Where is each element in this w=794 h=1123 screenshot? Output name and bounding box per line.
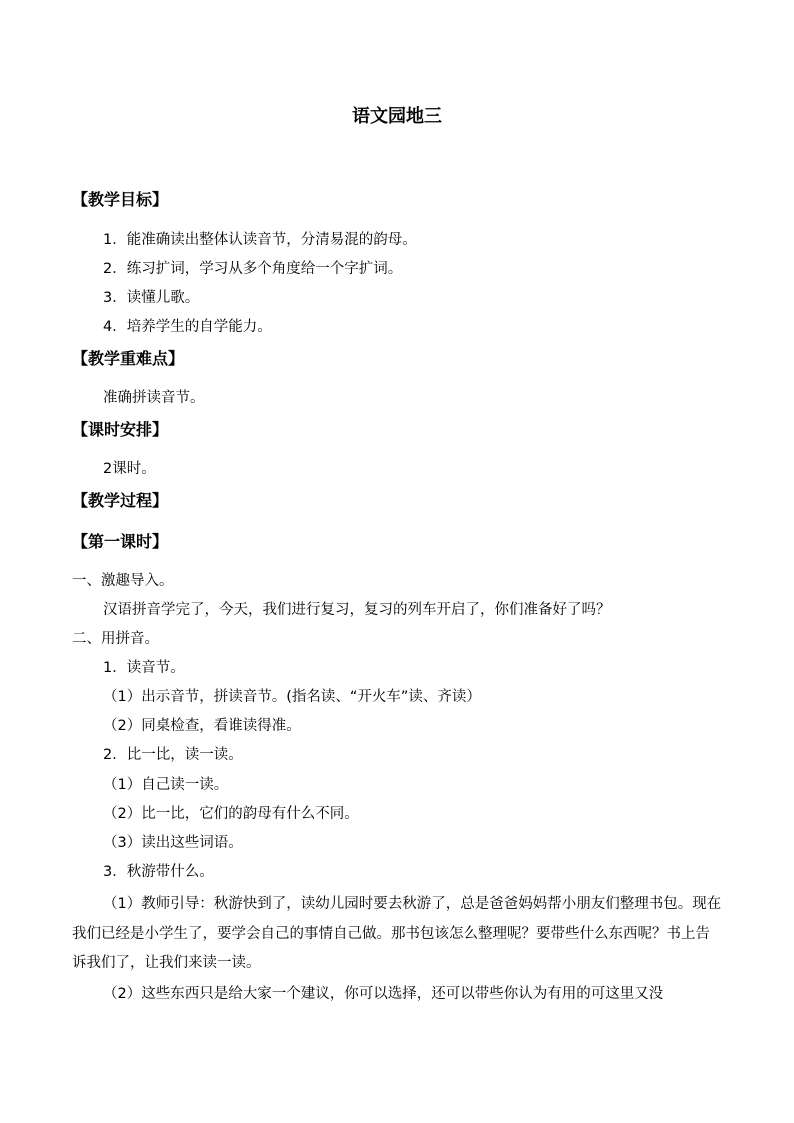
sub-2-title: 2．比一比，读一读。: [103, 747, 243, 763]
part-2-title: 二、用拼音。: [72, 631, 159, 647]
key-points-text: 准确拼读音节。: [103, 390, 205, 406]
sub-1-title: 1．读音节。: [103, 660, 185, 676]
section-heading-goals: 【教学目标】: [72, 190, 169, 209]
goal-item-2: 2．练习扩词，学习从多个角度给一个字扩词。: [103, 261, 403, 277]
goal-item-1: 1．能准确读出整体认读音节，分清易混的韵母。: [103, 232, 417, 248]
section-heading-process: 【教学过程】: [72, 491, 169, 510]
section-heading-key-points: 【教学重难点】: [72, 349, 185, 368]
section-heading-schedule: 【课时安排】: [72, 420, 169, 439]
part-1-title: 一、激趣导入。: [72, 573, 174, 589]
section-heading-lesson-1: 【第一课时】: [72, 532, 169, 551]
sub-1-item-2: （2）同桌检查，看谁读得准。: [103, 718, 301, 734]
sub-3-title: 3．秋游带什么。: [103, 864, 214, 880]
sub-3-paragraph-2: （2）这些东西只是给大家一个建议，你可以选择，还可以带些你认为有用的可这里又没: [103, 986, 664, 1002]
part-1-text: 汉语拼音学完了，今天，我们进行复习，复习的列车开启了，你们准备好了吗？: [103, 602, 611, 618]
sub-2-item-3: （3）读出这些词语。: [103, 835, 243, 851]
sub-1-item-1: （1）出示音节，拼读音节。(指名读、“开火车”读、齐读）: [103, 689, 481, 705]
sub-3-paragraph-1: （1）教师引导：秋游快到了，读幼儿园时要去秋游了，总是爸爸妈妈帮小朋友们整理书包。现在我们已经是小学生了，要学会自己的事情自己做。那书包该怎么整理呢？要带些什么东西呢？书上告诉我们了，让我们来读一读。: [72, 896, 722, 971]
goal-item-3: 3．读懂儿歌。: [103, 290, 200, 306]
sub-2-item-2: （2）比一比，它们的韵母有什么不同。: [103, 806, 359, 822]
goal-item-4: 4．培养学生的自学能力。: [103, 319, 272, 335]
page-title: 语文园地三: [352, 106, 442, 127]
sub-2-item-1: （1）自己读一读。: [103, 777, 229, 793]
schedule-text: 2课时。: [103, 461, 156, 477]
